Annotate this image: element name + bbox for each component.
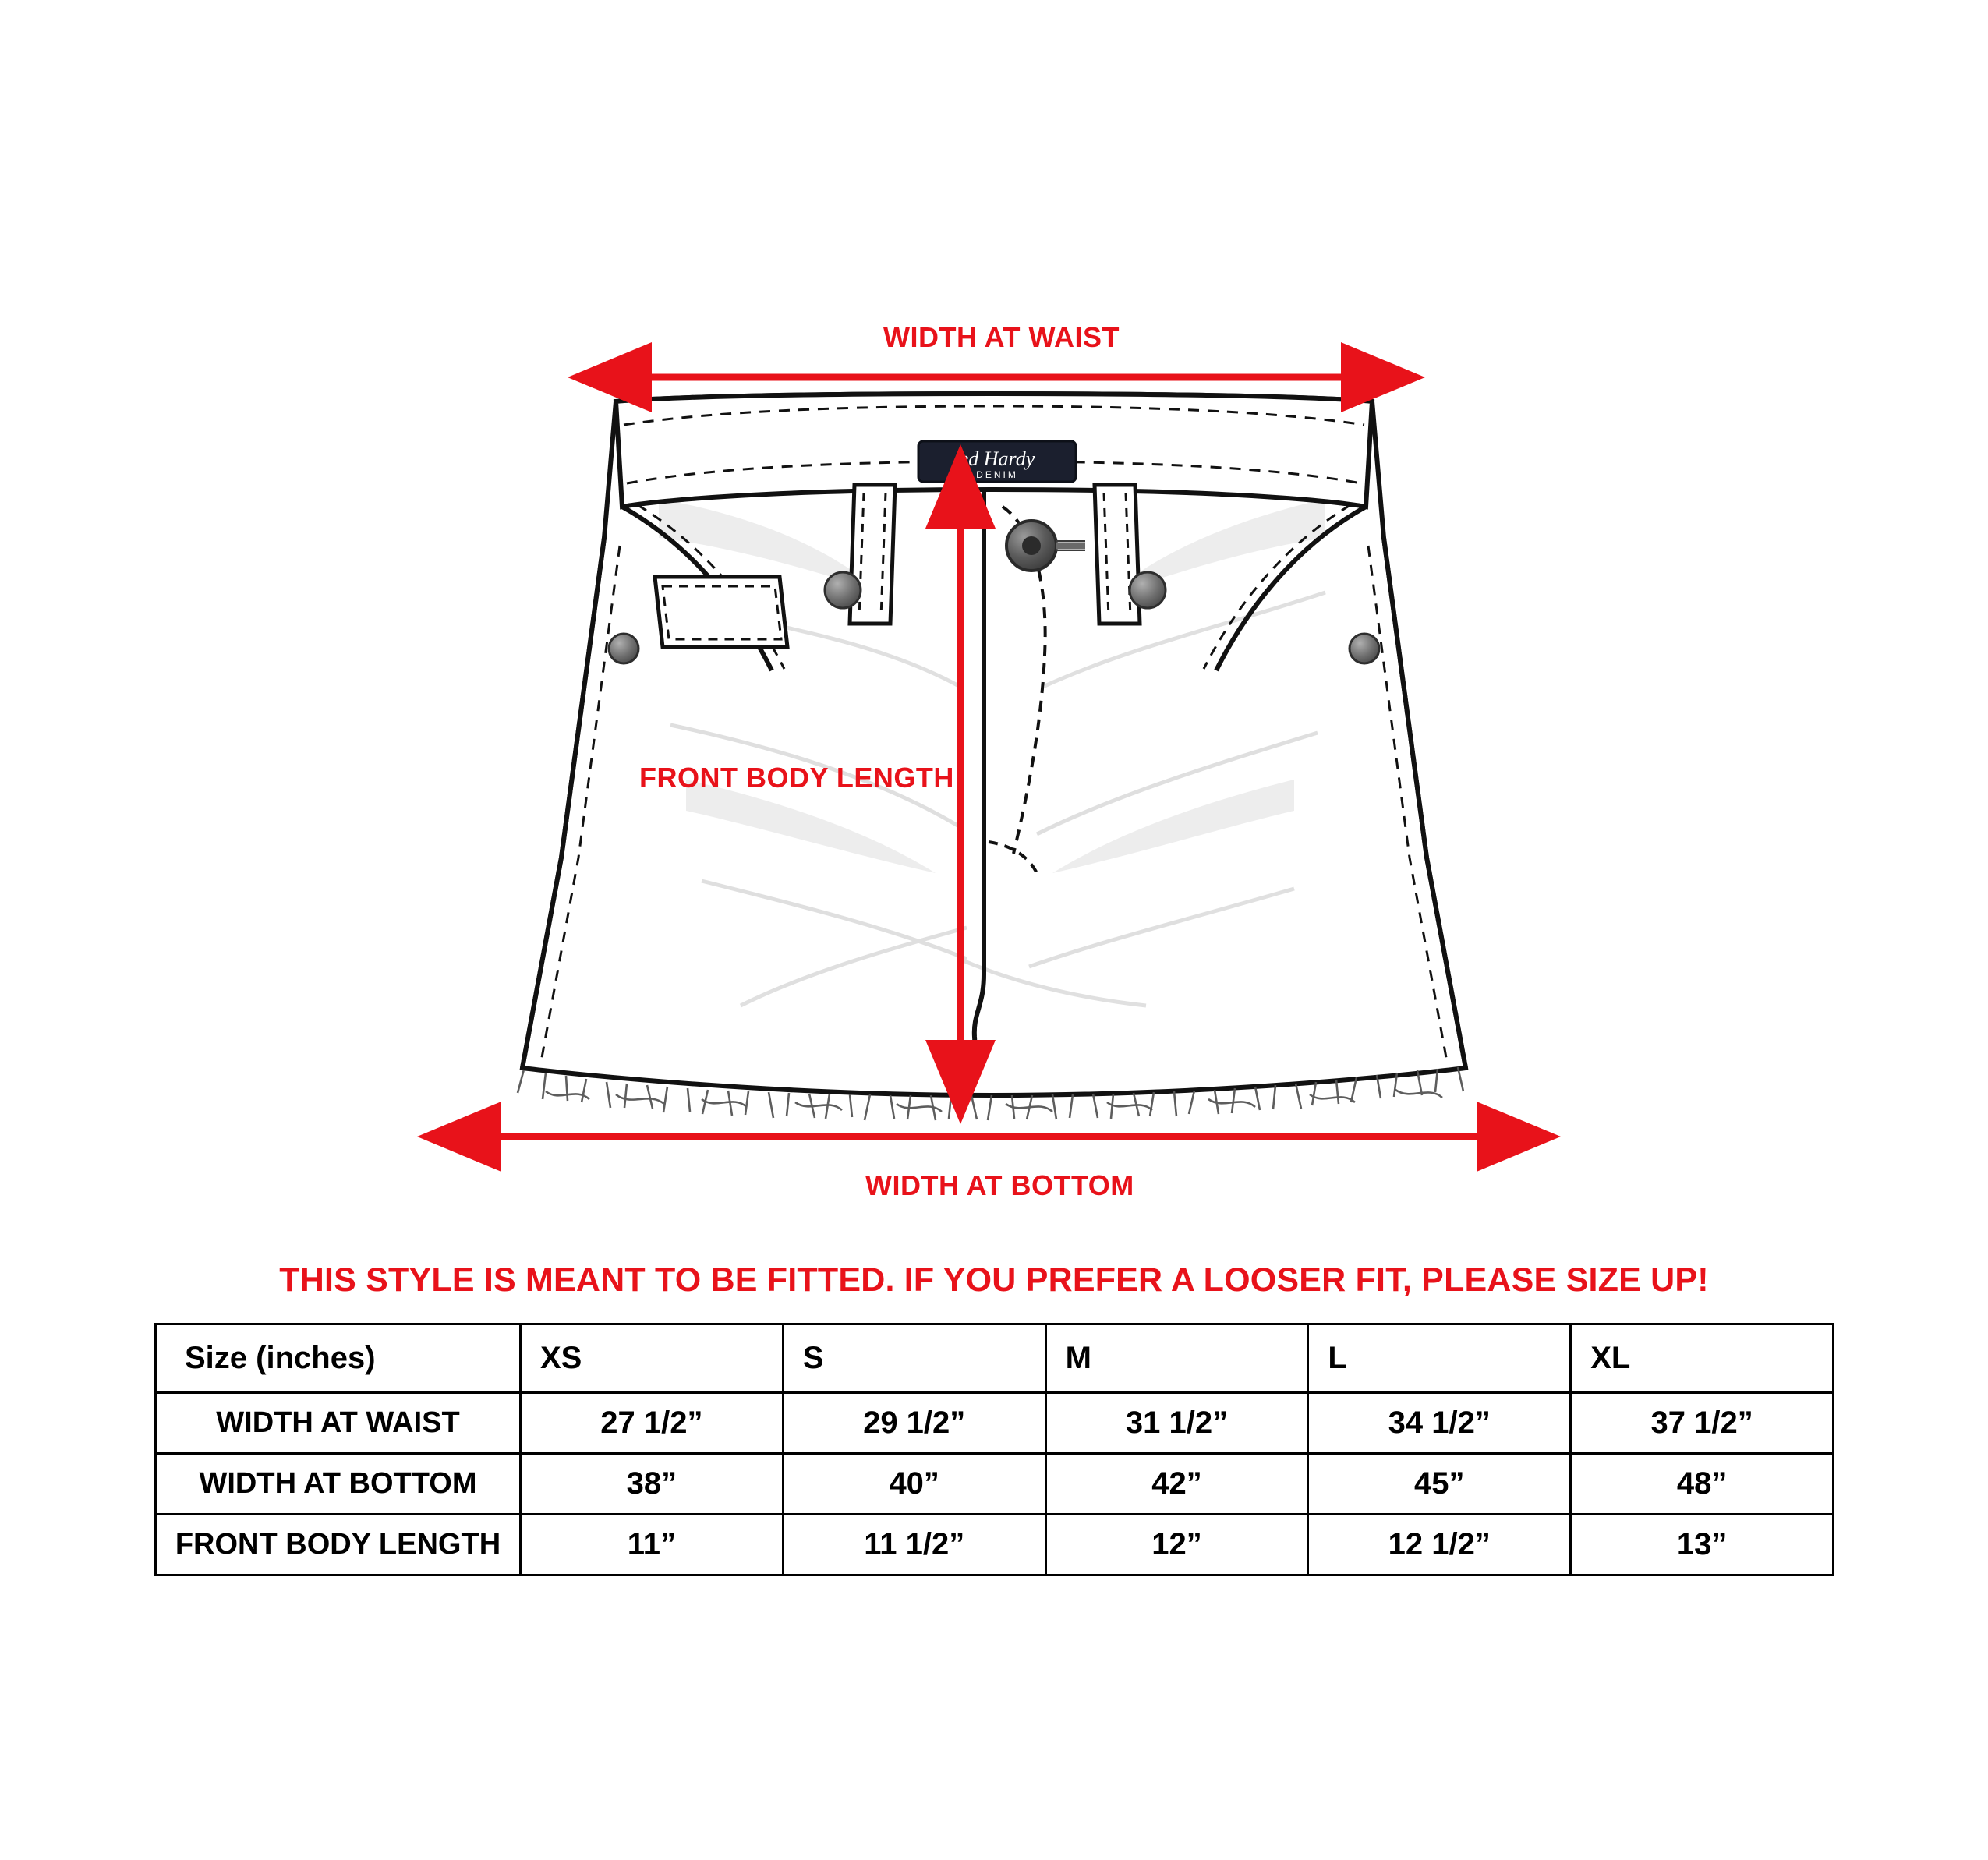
column-header-s: S [783,1324,1045,1393]
cell-front-body-length-s: 11 1/2” [783,1515,1045,1575]
column-header-size: Size (inches) [156,1324,521,1393]
label-front-body-length: FRONT BODY LENGTH [639,762,954,794]
size-chart [154,1323,1834,1576]
row-header-width-at-bottom: WIDTH AT BOTTOM [156,1454,521,1515]
cell-width-at-waist-l: 34 1/2” [1308,1393,1571,1454]
row-header-front-body-length: FRONT BODY LENGTH [156,1515,521,1575]
table-row [156,1515,1834,1575]
label-width-at-bottom: WIDTH AT BOTTOM [865,1169,1134,1201]
svg-text:ed Hardy: ed Hardy [959,447,1035,470]
size-chart-table [154,1323,1834,1576]
skirt-illustration [518,394,1466,1120]
cell-front-body-length-xl: 13” [1571,1515,1834,1575]
column-header-xs: XS [521,1324,784,1393]
column-header-xl: XL [1571,1324,1834,1393]
svg-text:DENIM: DENIM [976,469,1018,480]
cell-width-at-bottom-s: 40” [783,1454,1045,1515]
column-header-l: L [1308,1324,1571,1393]
fit-notice: THIS STYLE IS MEANT TO BE FITTED. IF YOU PREFER A LOOSER FIT, PLEASE SIZE UP! [279,1261,1709,1299]
cell-front-body-length-l: 12 1/2” [1308,1515,1571,1575]
cell-width-at-bottom-m: 42” [1045,1454,1308,1515]
cell-width-at-bottom-xs: 38” [521,1454,784,1515]
table-header-row [156,1324,1834,1393]
cell-width-at-bottom-xl: 48” [1571,1454,1834,1515]
cell-width-at-waist-xs: 27 1/2” [521,1393,784,1454]
rivet-icon [1350,634,1379,663]
rivet-icon [825,572,861,608]
coin-pocket [655,577,787,647]
cell-front-body-length-m: 12” [1045,1515,1308,1575]
table-row [156,1454,1834,1515]
cell-width-at-waist-xl: 37 1/2” [1571,1393,1834,1454]
cell-front-body-length-xs: 11” [521,1515,784,1575]
cell-width-at-waist-m: 31 1/2” [1045,1393,1308,1454]
rivet-icon [1130,572,1166,608]
label-width-at-waist: WIDTH AT WAIST [883,321,1120,353]
column-header-m: M [1045,1324,1308,1393]
cell-width-at-bottom-l: 45” [1308,1454,1571,1515]
cell-width-at-waist-s: 29 1/2” [783,1393,1045,1454]
row-header-width-at-waist: WIDTH AT WAIST [156,1393,521,1454]
table-row [156,1393,1834,1454]
rivet-icon [609,634,638,663]
brand-patch [918,441,1076,482]
